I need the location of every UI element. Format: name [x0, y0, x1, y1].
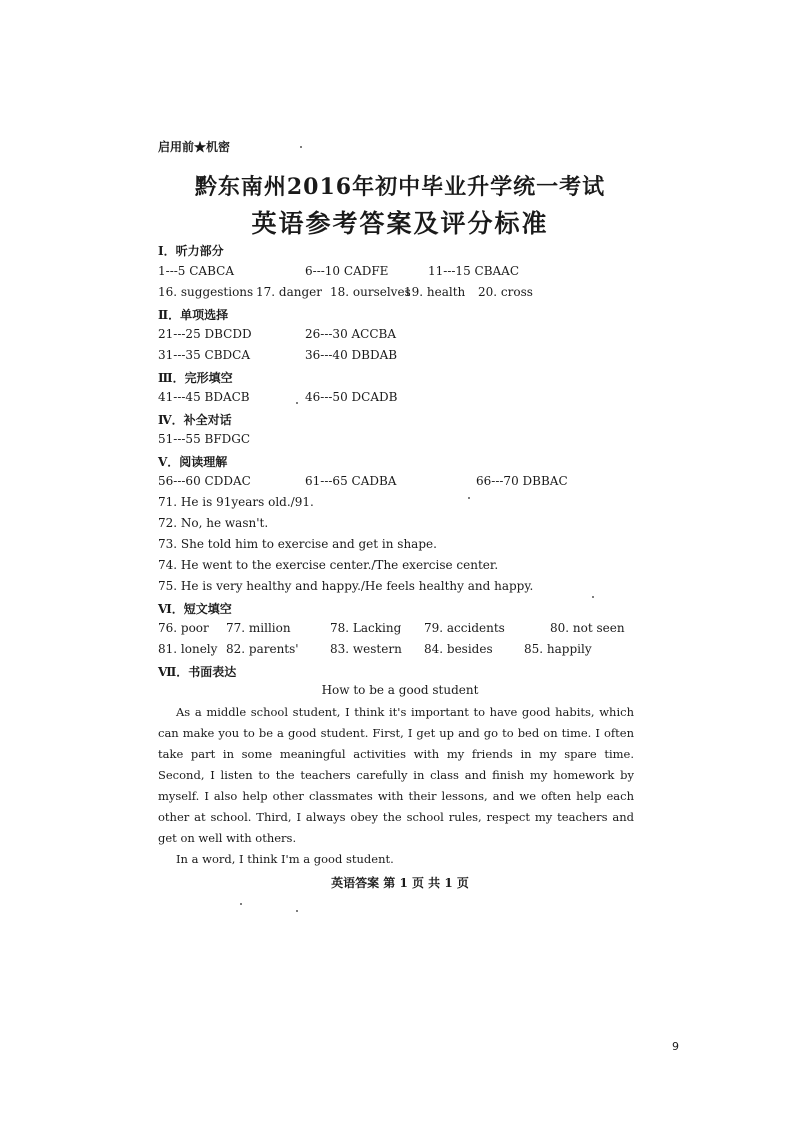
- answer-76: 76. poor: [158, 621, 209, 635]
- scan-speck: [300, 146, 302, 148]
- scan-speck: [240, 903, 242, 905]
- page-number: 9: [672, 1040, 679, 1053]
- answer-79: 79. accidents: [424, 621, 505, 635]
- answer-41-45: 41---45 BDACB: [158, 390, 250, 404]
- scan-speck: [296, 402, 298, 404]
- answer-72: 72. No, he wasn't.: [158, 516, 269, 530]
- page-footer: 英语答案 第 1 页 共 1 页: [331, 876, 469, 890]
- answer-84: 84. besides: [424, 642, 493, 656]
- answer-6-10: 6---10 CADFE: [305, 264, 389, 278]
- answer-46-50: 46---50 DCADB: [305, 390, 398, 404]
- essay-title: How to be a good student: [321, 683, 479, 697]
- answer-51-55: 51---55 BFDGC: [158, 432, 251, 446]
- answer-56-60: 56---60 CDDAC: [158, 474, 251, 488]
- answer-11-15: 11---15 CBAAC: [428, 264, 520, 278]
- answer-26-30: 26---30 ACCBA: [305, 327, 397, 341]
- answer-66-70: 66---70 DBBAC: [476, 474, 568, 488]
- answer-61-65: 61---65 CADBA: [305, 474, 397, 488]
- answer-85: 85. happily: [524, 642, 592, 656]
- answer-key-title: 英语参考答案及评分标准: [251, 209, 549, 238]
- answer-73: 73. She told him to exercise and get in shape.: [158, 537, 437, 551]
- answer-1-5: 1---5 CABCA: [158, 264, 234, 278]
- section-7-heading: Ⅶ．书面表达: [158, 665, 237, 679]
- answer-80: 80. not seen: [550, 621, 625, 635]
- essay-paragraph-2: In a word, I think I'm a good student.: [176, 852, 394, 866]
- section-2-heading: Ⅱ．单项选择: [158, 308, 229, 322]
- answer-81: 81. lonely: [158, 642, 218, 656]
- answer-75: 75. He is very healthy and happy./He feels healthy and happy.: [158, 579, 534, 593]
- answer-20: 20. cross: [478, 285, 533, 299]
- scan-speck: [468, 497, 470, 499]
- answer-17: 17. danger: [256, 285, 322, 299]
- scan-speck: [296, 910, 298, 912]
- essay-body: [158, 702, 634, 870]
- exam-title: 黔东南州2016年初中毕业升学统一考试: [194, 174, 606, 200]
- answer-77: 77. million: [226, 621, 291, 635]
- answer-74: 74. He went to the exercise center./The exercise center.: [158, 558, 499, 572]
- section-6-heading: Ⅵ．短文填空: [158, 602, 232, 616]
- answer-19: 19. health: [404, 285, 466, 299]
- answer-21-25: 21---25 DBCDD: [158, 327, 252, 341]
- scan-speck: [592, 596, 594, 598]
- answer-31-35: 31---35 CBDCA: [158, 348, 250, 362]
- section-5-heading: Ⅴ．阅读理解: [158, 455, 228, 469]
- answer-83: 83. western: [330, 642, 402, 656]
- section-3-heading: Ⅲ．完形填空: [158, 371, 233, 385]
- answer-36-40: 36---40 DBDAB: [305, 348, 398, 362]
- section-4-heading: Ⅳ．补全对话: [158, 413, 232, 427]
- answer-18: 18. ourselves: [330, 285, 411, 299]
- answer-16: 16. suggestions: [158, 285, 254, 299]
- section-1-heading: Ⅰ．听力部分: [158, 244, 224, 258]
- essay-paragraph-1: As a middle school student, I think it's important to have good habits, which can make you to be a good student. First, I get up and go to bed on time. I often take part in some meaningful activities with my friends in my spare time. Second, I listen to the teachers carefully in class and finish my homework by myself. I also help other classmates with their lessons, and we often help each other at school. Third, I always obey the school rules, respect my teachers and get on well with others.: [158, 705, 634, 845]
- answer-71: 71. He is 91years old./91.: [158, 495, 314, 509]
- answer-78: 78. Lacking: [330, 621, 402, 635]
- confidential-label: 启用前★机密: [158, 140, 231, 154]
- answer-82: 82. parents': [226, 642, 299, 656]
